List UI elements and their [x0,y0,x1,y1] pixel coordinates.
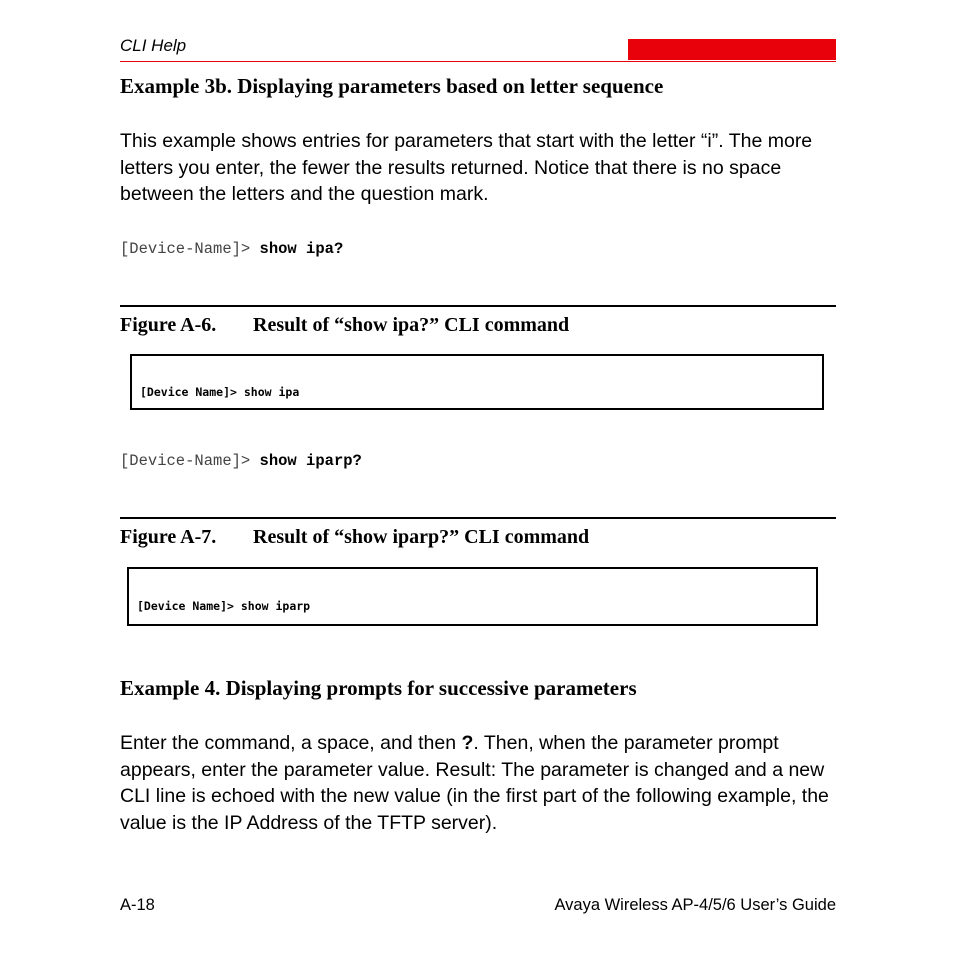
terminal-text: [Device Name]> show ipa [140,385,300,399]
figure-number: Figure A-7. [120,526,217,548]
figure-title: Result of “show ipa?” CLI command [253,314,570,336]
figure-a6-terminal [130,354,824,410]
command-text: show iparp? [259,452,362,470]
running-header-section: CLI Help [120,36,187,55]
figure-a7-rule [120,517,836,519]
figure-a6-rule [120,305,836,307]
terminal-line [140,386,816,399]
figure-number: Figure A-6. [120,314,217,336]
terminal-text: [Device Name]> show iparp [137,599,311,613]
header-accent-bar [628,39,836,60]
figure-a6-caption [120,314,569,337]
header-rule [120,61,836,62]
example-4-paragraph [120,730,850,836]
figure-a7-terminal [127,567,818,626]
page-number: A-18 [120,896,155,914]
command-prompt: [Device-Name]> [120,240,260,258]
command-prompt: [Device-Name]> [120,452,260,470]
example-3b-heading: Example 3b. Displaying parameters based on letter sequence [120,74,664,98]
terminal-line [137,601,810,612]
example-3b-paragraph: This example shows entries for parameters that start with the letter “i”. The more letters you enter, the fewer the results returned. Notice that there is no space between the letters and the question mark. [120,130,813,205]
figure-a7-caption [120,526,589,549]
command-line-2 [120,452,362,470]
guide-title: Avaya Wireless AP-4/5/6 User’s Guide [554,896,836,914]
question-mark-key: ? [461,732,474,754]
example-4-heading: Example 4. Displaying prompts for successive parameters [120,676,637,700]
figure-title: Result of “show iparp?” CLI command [253,526,590,548]
paragraph-text: . Then, when the parameter prompt appears, enter the parameter value. Result: The parameter is changed and a new CLI line is echoed with the new value (in the first part of the following example, the value is the IP Address of the TFTP server). [120,732,829,834]
paragraph-text: Enter the command, a space, and then [120,732,462,754]
command-line-1 [120,240,343,258]
command-text: show ipa? [259,240,344,258]
